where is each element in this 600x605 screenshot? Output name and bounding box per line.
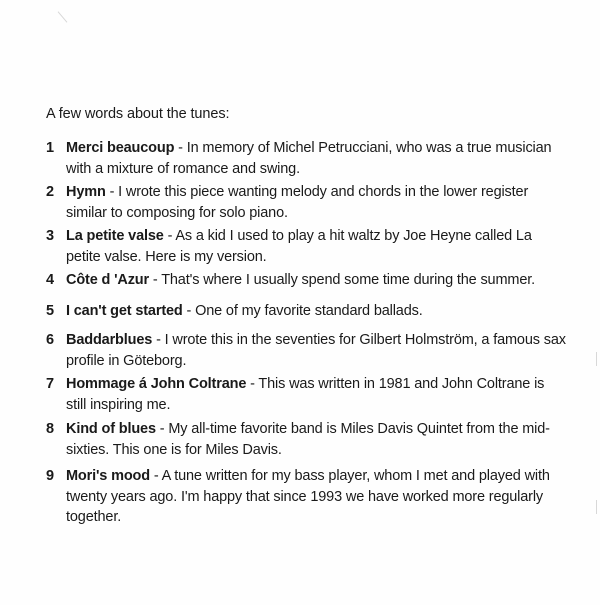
scan-mark [596,500,597,514]
tune-number: 7 [46,376,54,392]
tune-title: Hymn [66,184,106,200]
tune-number: 5 [46,303,54,319]
tune-number: 3 [46,228,54,244]
tune-number: 8 [46,421,54,437]
tune-title: La petite valse [66,228,164,244]
tune-title: Kind of blues [66,421,156,437]
tune-description: - As a kid I used to play a hit waltz by Joe Heyne called La petite valse. Here is my version. [66,228,532,265]
tune-item-3 [46,226,566,267]
tune-item-7 [46,374,566,415]
tune-title: Hommage á John Coltrane [66,376,247,392]
tune-item-9 [46,466,566,528]
tune-item-5 [46,301,566,322]
tune-description: - One of my favorite standard ballads. [182,303,423,319]
scan-mark [596,352,597,366]
intro-heading: A few words about the tunes: [46,106,230,122]
tune-number: 2 [46,184,54,200]
tune-description: - I wrote this piece wanting melody and chords in the lower register similar to composing for solo piano. [66,184,529,221]
tune-description: - This was written in 1981 and John Coltrane is still inspiring me. [66,376,545,413]
tune-item-2 [46,182,566,223]
tune-title: Merci beaucoup [66,140,175,156]
tune-title: Baddarblues [66,332,153,348]
tune-number: 6 [46,332,54,348]
tune-title: Mori's mood [66,468,150,484]
tune-item-1 [46,138,566,179]
tune-description: - That's where I usually spend some time during the summer. [149,272,535,288]
tune-number: 4 [46,272,54,288]
tune-item-6 [46,330,566,371]
tune-description: - In memory of Michel Petrucciani, who was a true musician with a mixture of romance and swing. [66,140,552,177]
tune-number: 1 [46,140,54,156]
scan-mark [58,11,68,22]
tune-description: - A tune written for my bass player, whom I met and played with twenty years ago. I'm happy that since 1993 we have worked more regularly together. [66,468,550,525]
tune-number: 9 [46,468,54,484]
tune-description: - My all-time favorite band is Miles Davis Quintet from the mid-sixties. This one is for Miles Davis. [66,421,550,458]
tune-item-4 [46,270,566,291]
tune-item-8 [46,419,566,460]
tune-title: Côte d 'Azur [66,272,150,288]
tune-title: I can't get started [66,303,183,319]
tune-description: - I wrote this in the seventies for Gilbert Holmström, a famous sax profile in Göteborg. [66,332,566,369]
